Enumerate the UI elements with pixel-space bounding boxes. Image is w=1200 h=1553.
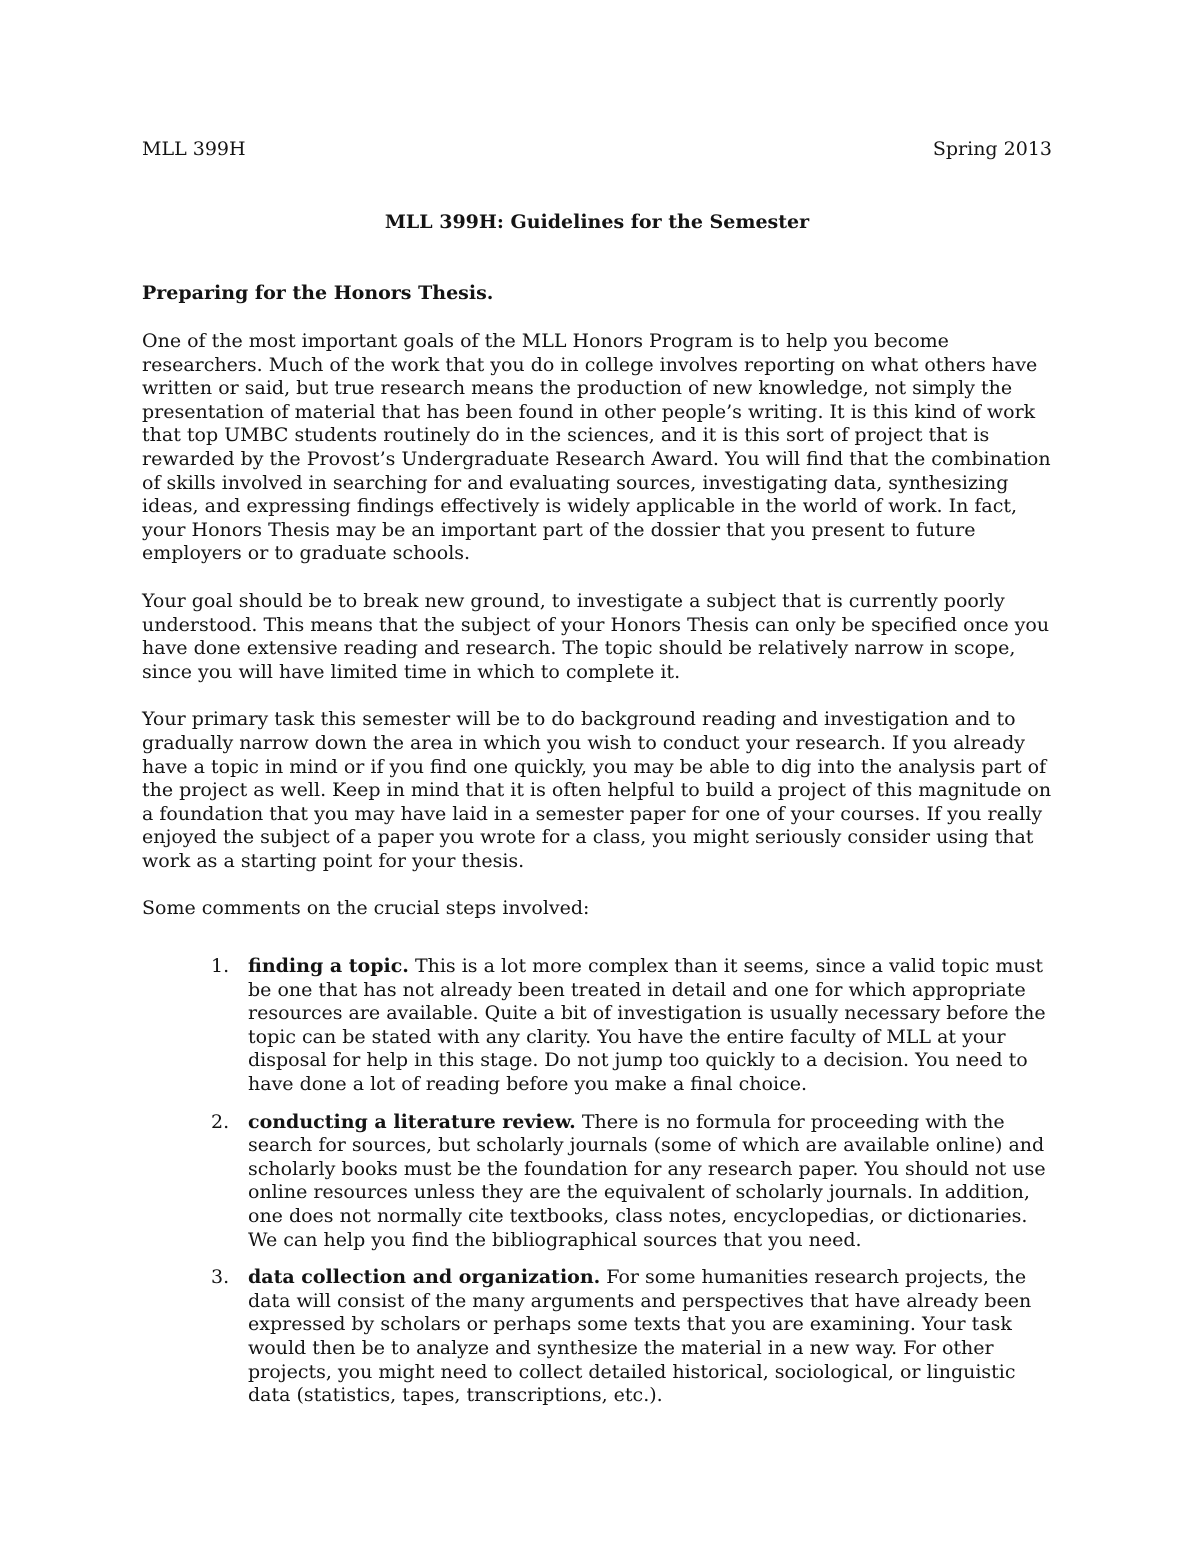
list-item-term: conducting a literature review. <box>248 1110 576 1133</box>
list-item-number: 3. <box>211 1266 230 1289</box>
list-item-term: finding a topic. <box>248 955 409 978</box>
paragraph-goal: Your goal should be to break new ground, to investigate a subject that is currently poorly understood. This means that the subject of your Honors Thesis can only be specified once you have done extensive reading and research. The topic should be relatively narrow in scope, since you will have limited time in which to complete it. <box>142 589 1050 683</box>
list-item-number: 1. <box>211 955 230 978</box>
list-item-text: There is no formula for proceeding with the search for sources, but scholarly journals (some of which are available online) and scholarly books must be the foundation for any research paper. You should not use online resources unless they are the equivalent of scholarly journals. In addition, one does not normally cite textbooks, class notes, encyclopedias, or dictionaries. We can help you find the bibliographical sources that you need. <box>248 1110 1046 1251</box>
paragraph-primary-task: Your primary task this semester will be to do background reading and investigation and to gradually narrow down the area in which you wish to conduct your research. If you already have a topic in mind or if you find one quickly, you may be able to dig into the analysis part of the project as well. Keep in mind that it is often helpful to build a project of this magnitude on a foundation that you may have laid in a semester paper for one of your courses. If you really enjoyed the subject of a paper you wrote for a class, you might seriously consider using that work as a starting point for your thesis. <box>142 708 1052 872</box>
document-page <box>142 138 1052 1422</box>
list-item-number: 2. <box>211 1110 230 1133</box>
page-header <box>142 138 1052 162</box>
course-code: MLL 399H <box>142 138 246 160</box>
paragraph-intro: One of the most important goals of the MLL Honors Program is to help you become researchers. Much of the work that you do in college involves reporting on what others have written or said, but true research means the production of new knowledge, not simply the presentation of material that has been found in other people’s writing. It is this kind of work that top UMBC students routinely do in the sciences, and it is this sort of project that is rewarded by the Provost’s Undergraduate Research Award. You will find that the combination of skills involved in searching for and evaluating sources, investigating data, synthesizing ideas, and expressing findings effectively is widely applicable in the world of work. In fact, your Honors Thesis may be an important part of the dossier that you present to future employers or to graduate schools. <box>142 330 1051 565</box>
steps-list <box>142 955 1052 1408</box>
paragraph-steps-intro: Some comments on the crucial steps involved: <box>142 897 590 920</box>
list-item <box>211 955 1058 1097</box>
document-title: MLL 399H: Guidelines for the Semester <box>384 211 810 233</box>
list-item-text: For some humanities research projects, the data will consist of the many arguments and perspectives that have already been expressed by scholars or perhaps some texts that you are examining. Your task would then be to analyze and synthesize the material in a new way. For other projects, you might need to collect detailed historical, sociological, or linguistic data (statistics, tapes, transcriptions, etc.). <box>248 1266 1032 1407</box>
section-heading: Preparing for the Honors Thesis. <box>142 282 494 304</box>
list-item-term: data collection and organization. <box>248 1266 601 1289</box>
list-item-text: This is a lot more complex than it seems, since a valid topic must be one that has not already been treated in detail and one for which appropriate resources are available. Quite a bit of investigation is usually necessary before the topic can be stated with any clarity. You have the entire faculty of MLL at your disposal for help in this stage. Do not jump too quickly to a decision. You need to have done a lot of reading before you make a final choice. <box>248 955 1046 1096</box>
list-item <box>211 1266 1058 1408</box>
term-label: Spring 2013 <box>932 138 1052 160</box>
list-item <box>211 1110 1058 1253</box>
